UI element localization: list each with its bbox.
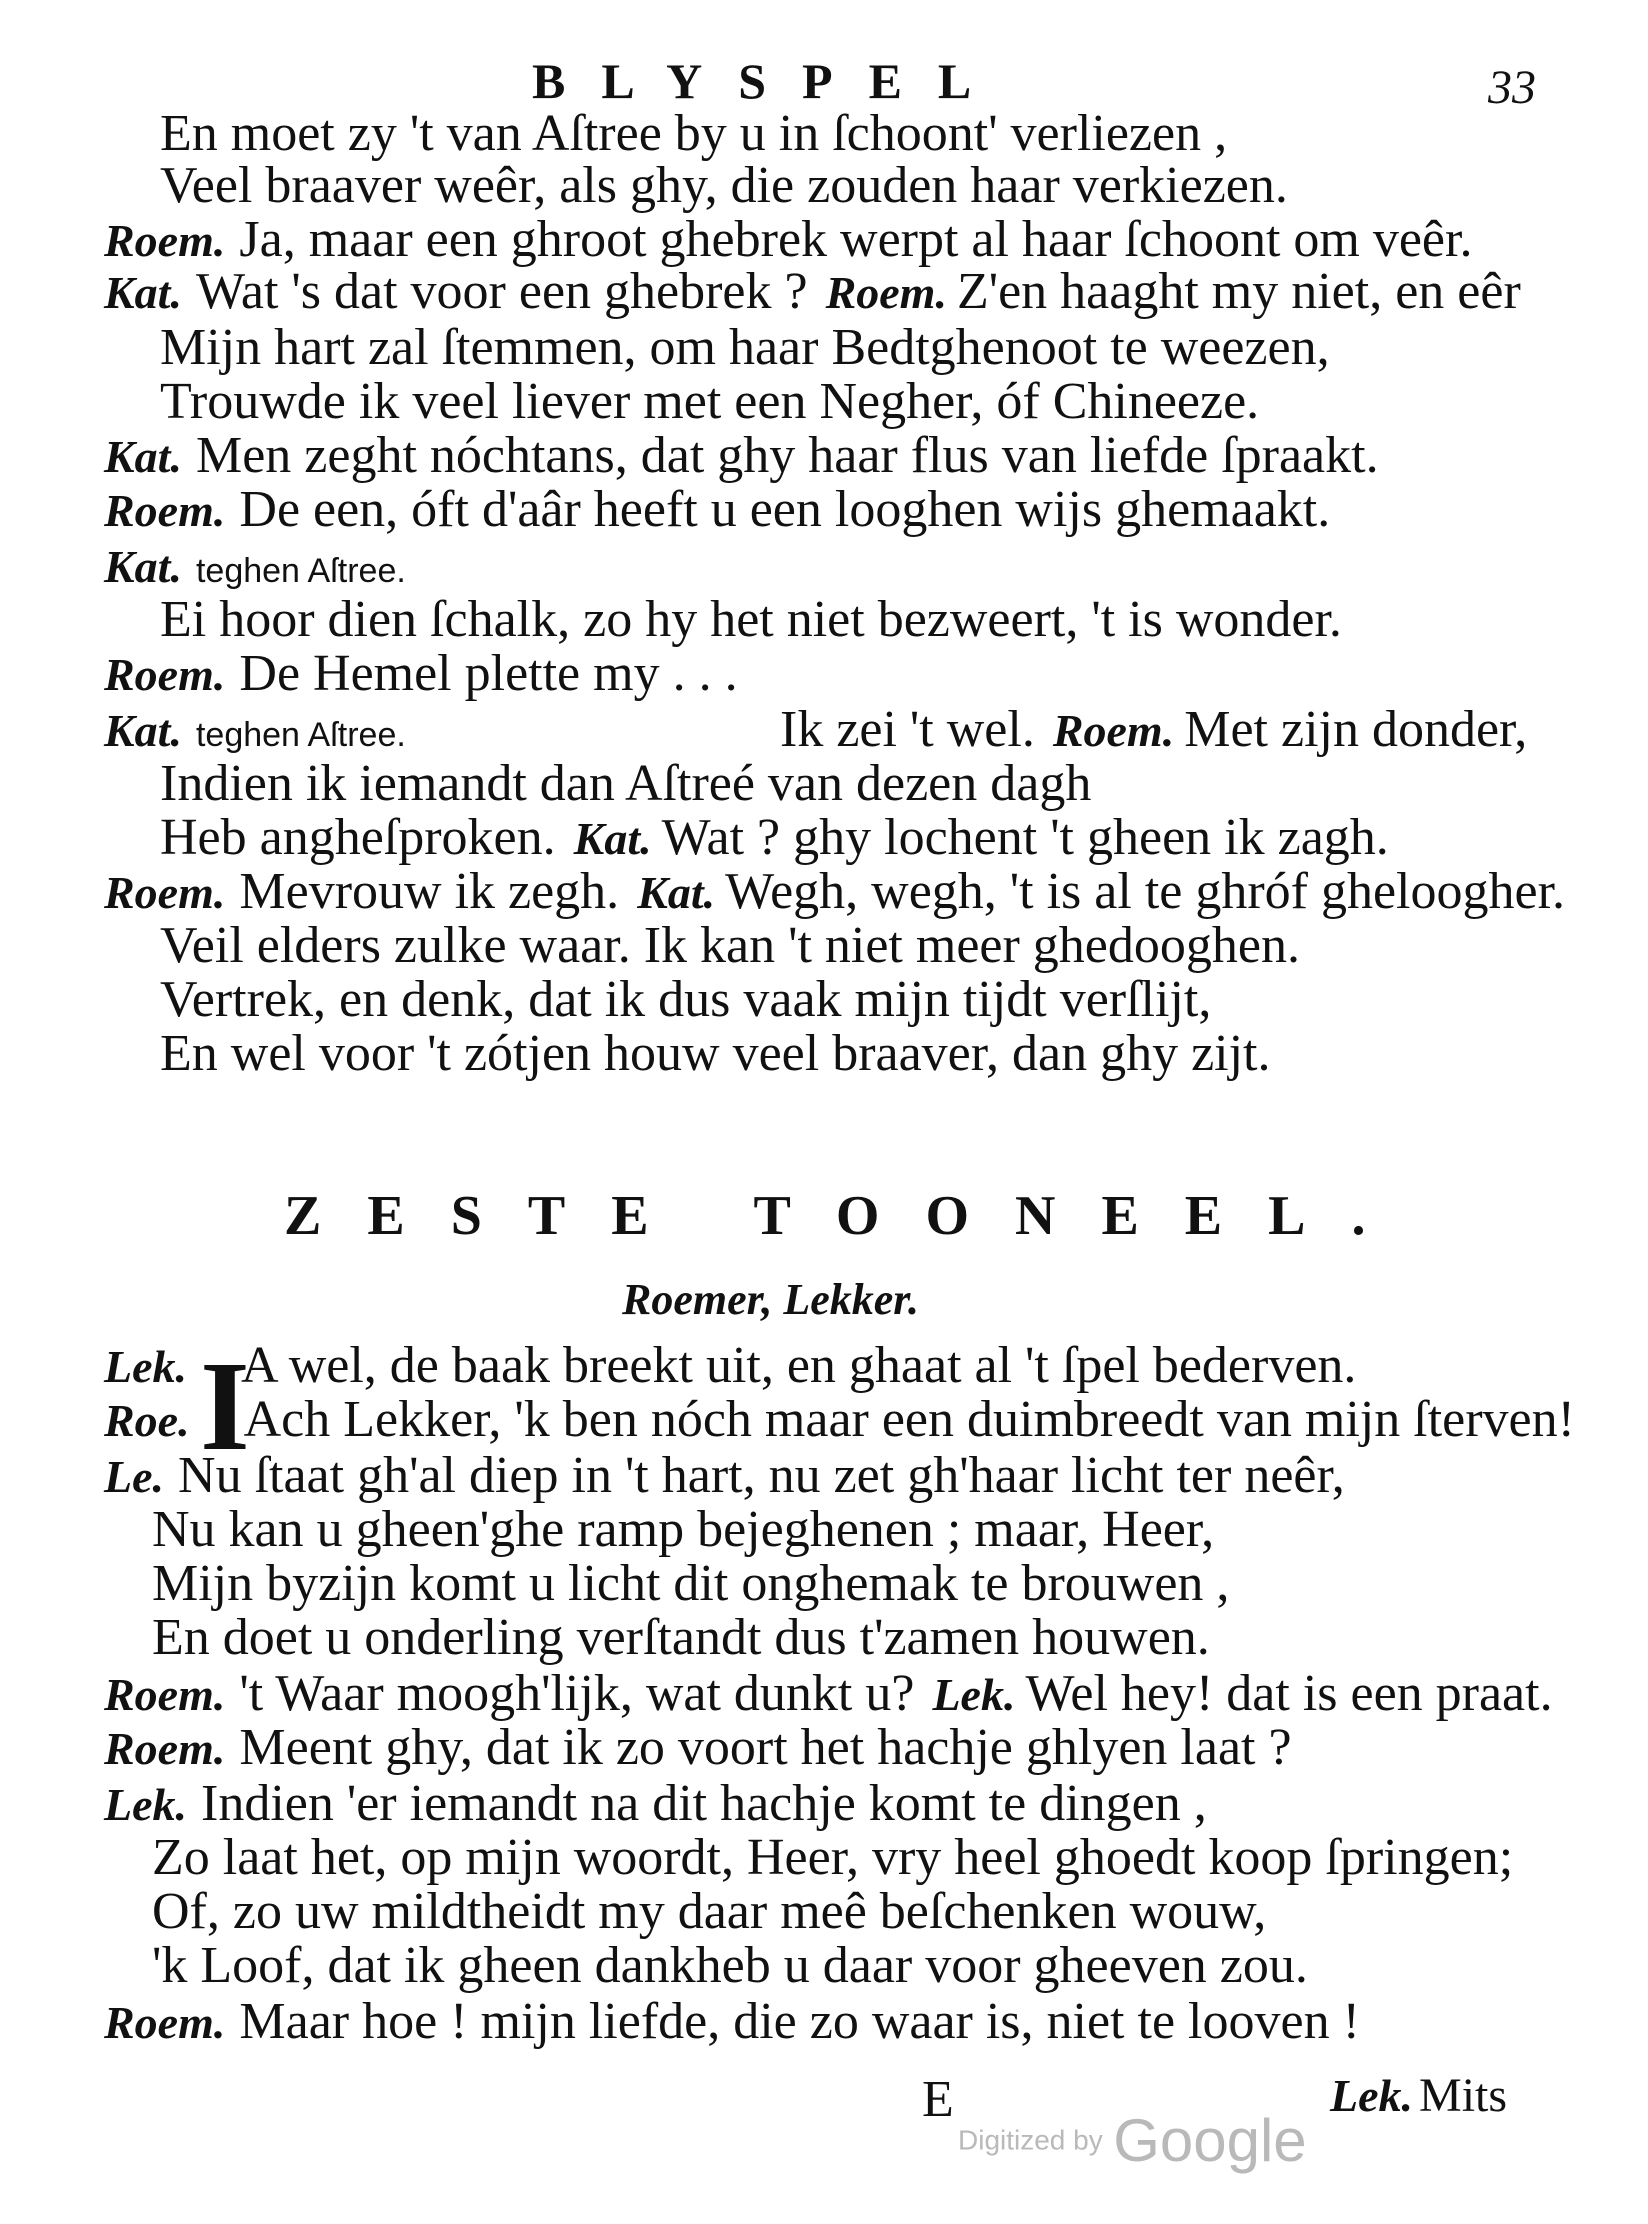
watermark-prefix: Digitized by: [958, 2124, 1103, 2156]
speaker-label: Lek.: [104, 1341, 188, 1392]
verse-text: Mijn byzijn komt u licht dit onghemak te brouwen ,: [152, 1555, 1230, 1612]
verse-text: Z'en haaght my niet, en eêr: [956, 263, 1521, 320]
verse-line: [160, 917, 1300, 974]
speaker-label: Roem.: [104, 1669, 226, 1720]
verse-line: [104, 1665, 1553, 1722]
catchword-text: Mits: [1419, 2069, 1508, 2122]
speaker-label: Roem.: [104, 485, 226, 536]
speaker-label: Roem.: [104, 649, 226, 700]
verse-line: [160, 373, 1260, 430]
verse-text: Wat 's dat voor een ghebrek ?: [195, 263, 808, 320]
verse-line: [160, 1025, 1271, 1082]
verse-text: Veil elders zulke waar. Ik kan 't niet meer ghedooghen.: [160, 917, 1300, 974]
speaker-label: Roem.: [104, 867, 226, 918]
digitized-watermark: [958, 2106, 1307, 2175]
verse-text: De Hemel plette my . . .: [239, 645, 738, 702]
verse-line: [160, 809, 1389, 866]
verse-line: [104, 1719, 1292, 1776]
speaker-label: Kat.: [573, 813, 652, 864]
google-logo: Google: [1113, 2107, 1307, 2174]
verse-text: A wel, de baak breekt uit, en ghaat al 't ſpel bederven.: [241, 1337, 1357, 1394]
verse-text: Ach Lekker, 'k ben nóch maar een duimbreedt van mijn ſterven!: [243, 1391, 1575, 1448]
verse-line: [152, 1501, 1215, 1558]
verse-text: Wegh, wegh, 't is al te ghróf gheloogher.: [725, 863, 1566, 920]
verse-text: Heb angheſproken.: [160, 809, 556, 866]
verse-text: Indien ik iemandt dan Aſtreé van dezen dagh: [160, 755, 1092, 812]
verse-line: [104, 481, 1331, 538]
verse-line: [104, 540, 406, 592]
verse-text: En moet zy 't van Aſtree by u in ſchoont' verliezen ,: [160, 105, 1228, 162]
verse-text: Men zeght nóchtans, dat ghy haar flus van liefde ſpraakt.: [195, 427, 1379, 484]
verse-text: Ik zei 't wel.: [780, 701, 1035, 758]
verse-line: [104, 1993, 1360, 2050]
verse-line: [160, 319, 1330, 376]
speaker-label: Lek.: [932, 1669, 1016, 1720]
verse-line: [104, 701, 1544, 758]
speaker-label: Kat.: [104, 431, 182, 482]
verse-text: Ei hoor dien ſchalk, zo hy het niet bezweert, 't is wonder.: [160, 591, 1342, 648]
speaker-label: Le.: [104, 1451, 165, 1502]
verse-line: [160, 105, 1228, 162]
verse-line: [104, 863, 1566, 920]
verse-line: [152, 1829, 1514, 1886]
drop-cap: I: [200, 1335, 250, 1477]
verse-line: [152, 1609, 1210, 1666]
verse-line: [104, 1447, 1345, 1504]
speaker-label: Roem.: [104, 215, 226, 266]
running-title: BLYSPEL: [532, 53, 1008, 109]
speaker-label: Roem.: [104, 1723, 226, 1774]
verse-text: Wat ? ghy lochent 't gheen ik zagh.: [661, 809, 1389, 866]
speaker-label: Kat.: [104, 541, 182, 592]
verse-text: Ja, maar een ghroot ghebrek werpt al haar ſchoont om veêr.: [239, 211, 1473, 268]
verse-line: [160, 157, 1288, 214]
speaker-label: Roem.: [104, 1997, 226, 2048]
verse-line: [104, 211, 1473, 268]
page-number: 33: [1488, 61, 1536, 114]
verse-text: En doet u onderling verſtandt dus t'zamen houwen.: [152, 1609, 1210, 1666]
verse-line: [104, 263, 1521, 320]
verse-text: Trouwde ik veel liever met een Negher, óf Chineeze.: [160, 373, 1260, 430]
verse-text: Zo laat het, op mijn woordt, Heer, vry heel ghoedt koop ſpringen;: [152, 1829, 1514, 1886]
stage-direction: teghen Aſtree.: [195, 716, 406, 754]
verse-text: Maar hoe ! mijn liefde, die zo waar is, niet te looven !: [239, 1993, 1360, 2050]
stage-direction: teghen Aſtree.: [195, 552, 406, 590]
verse-text: Wel hey! dat is een praat.: [1025, 1665, 1553, 1722]
verse-line: [104, 645, 738, 702]
verse-text: 't Waar moogh'lijk, wat dunkt u?: [239, 1665, 915, 1722]
verse-continuation: [780, 701, 1528, 758]
verse-line: [160, 755, 1092, 812]
catchword-speaker: Lek.: [1330, 2070, 1414, 2121]
signature-mark: E: [922, 2071, 954, 2128]
verse-line: [104, 1391, 1575, 1448]
verse-text: Nu kan u gheen'ghe ramp bejeghenen ; maar, Heer,: [152, 1501, 1215, 1558]
verse-text: Mijn hart zal ſtemmen, om haar Bedtghenoot te weezen,: [160, 319, 1330, 376]
speaker-label: Kat.: [637, 867, 716, 918]
speaker-label: Kat.: [104, 705, 182, 756]
verse-line: [104, 1775, 1207, 1832]
verse-line: [160, 591, 1342, 648]
verse-line: [152, 1883, 1267, 1940]
verse-text: Meent ghy, dat ik zo voort het hachje ghlyen laat ?: [239, 1719, 1292, 1776]
catchword: [1330, 2068, 1507, 2123]
verse-text: 'k Loof, dat ik gheen dankheb u daar voor gheeven zou.: [152, 1937, 1308, 1994]
verse-line: [104, 427, 1379, 484]
verse-text: Vertrek, en denk, dat ik dus vaak mijn tijdt verſlijt,: [160, 971, 1212, 1028]
verse-text: De een, óft d'aâr heeft u een looghen wijs ghemaakt.: [239, 481, 1331, 538]
speaker-label: Kat.: [104, 267, 182, 318]
verse-text: Met zijn donder,: [1184, 701, 1528, 758]
verse-text: Nu ſtaat gh'al diep in 't hart, nu zet gh'haar licht ter neêr,: [178, 1447, 1345, 1504]
scene-title: ZESTE TOONEEL.: [284, 1185, 1412, 1247]
verse-text: Indien 'er iemandt na dit hachje komt te dingen ,: [201, 1775, 1207, 1832]
speaker-label: Lek.: [104, 1779, 188, 1830]
verse-line: [152, 1937, 1308, 1994]
speaker-label: Roem.: [1052, 705, 1175, 756]
speaker-label: Roem.: [825, 267, 947, 318]
verse-text: En wel voor 't zótjen houw veel braaver, dan ghy zijt.: [160, 1025, 1271, 1082]
verse-line: [104, 1337, 1357, 1394]
scene-cast: Roemer, Lekker.: [622, 1275, 919, 1324]
verse-text: Of, zo uw mildtheidt my daar meê beſchenken wouw,: [152, 1883, 1267, 1940]
speaker-label: Roe.: [104, 1395, 190, 1446]
verse-text: Veel braaver weêr, als ghy, die zouden haar verkiezen.: [160, 157, 1288, 214]
verse-line: [160, 971, 1212, 1028]
verse-line: [152, 1555, 1230, 1612]
verse-text: Mevrouw ik zegh.: [239, 863, 620, 920]
